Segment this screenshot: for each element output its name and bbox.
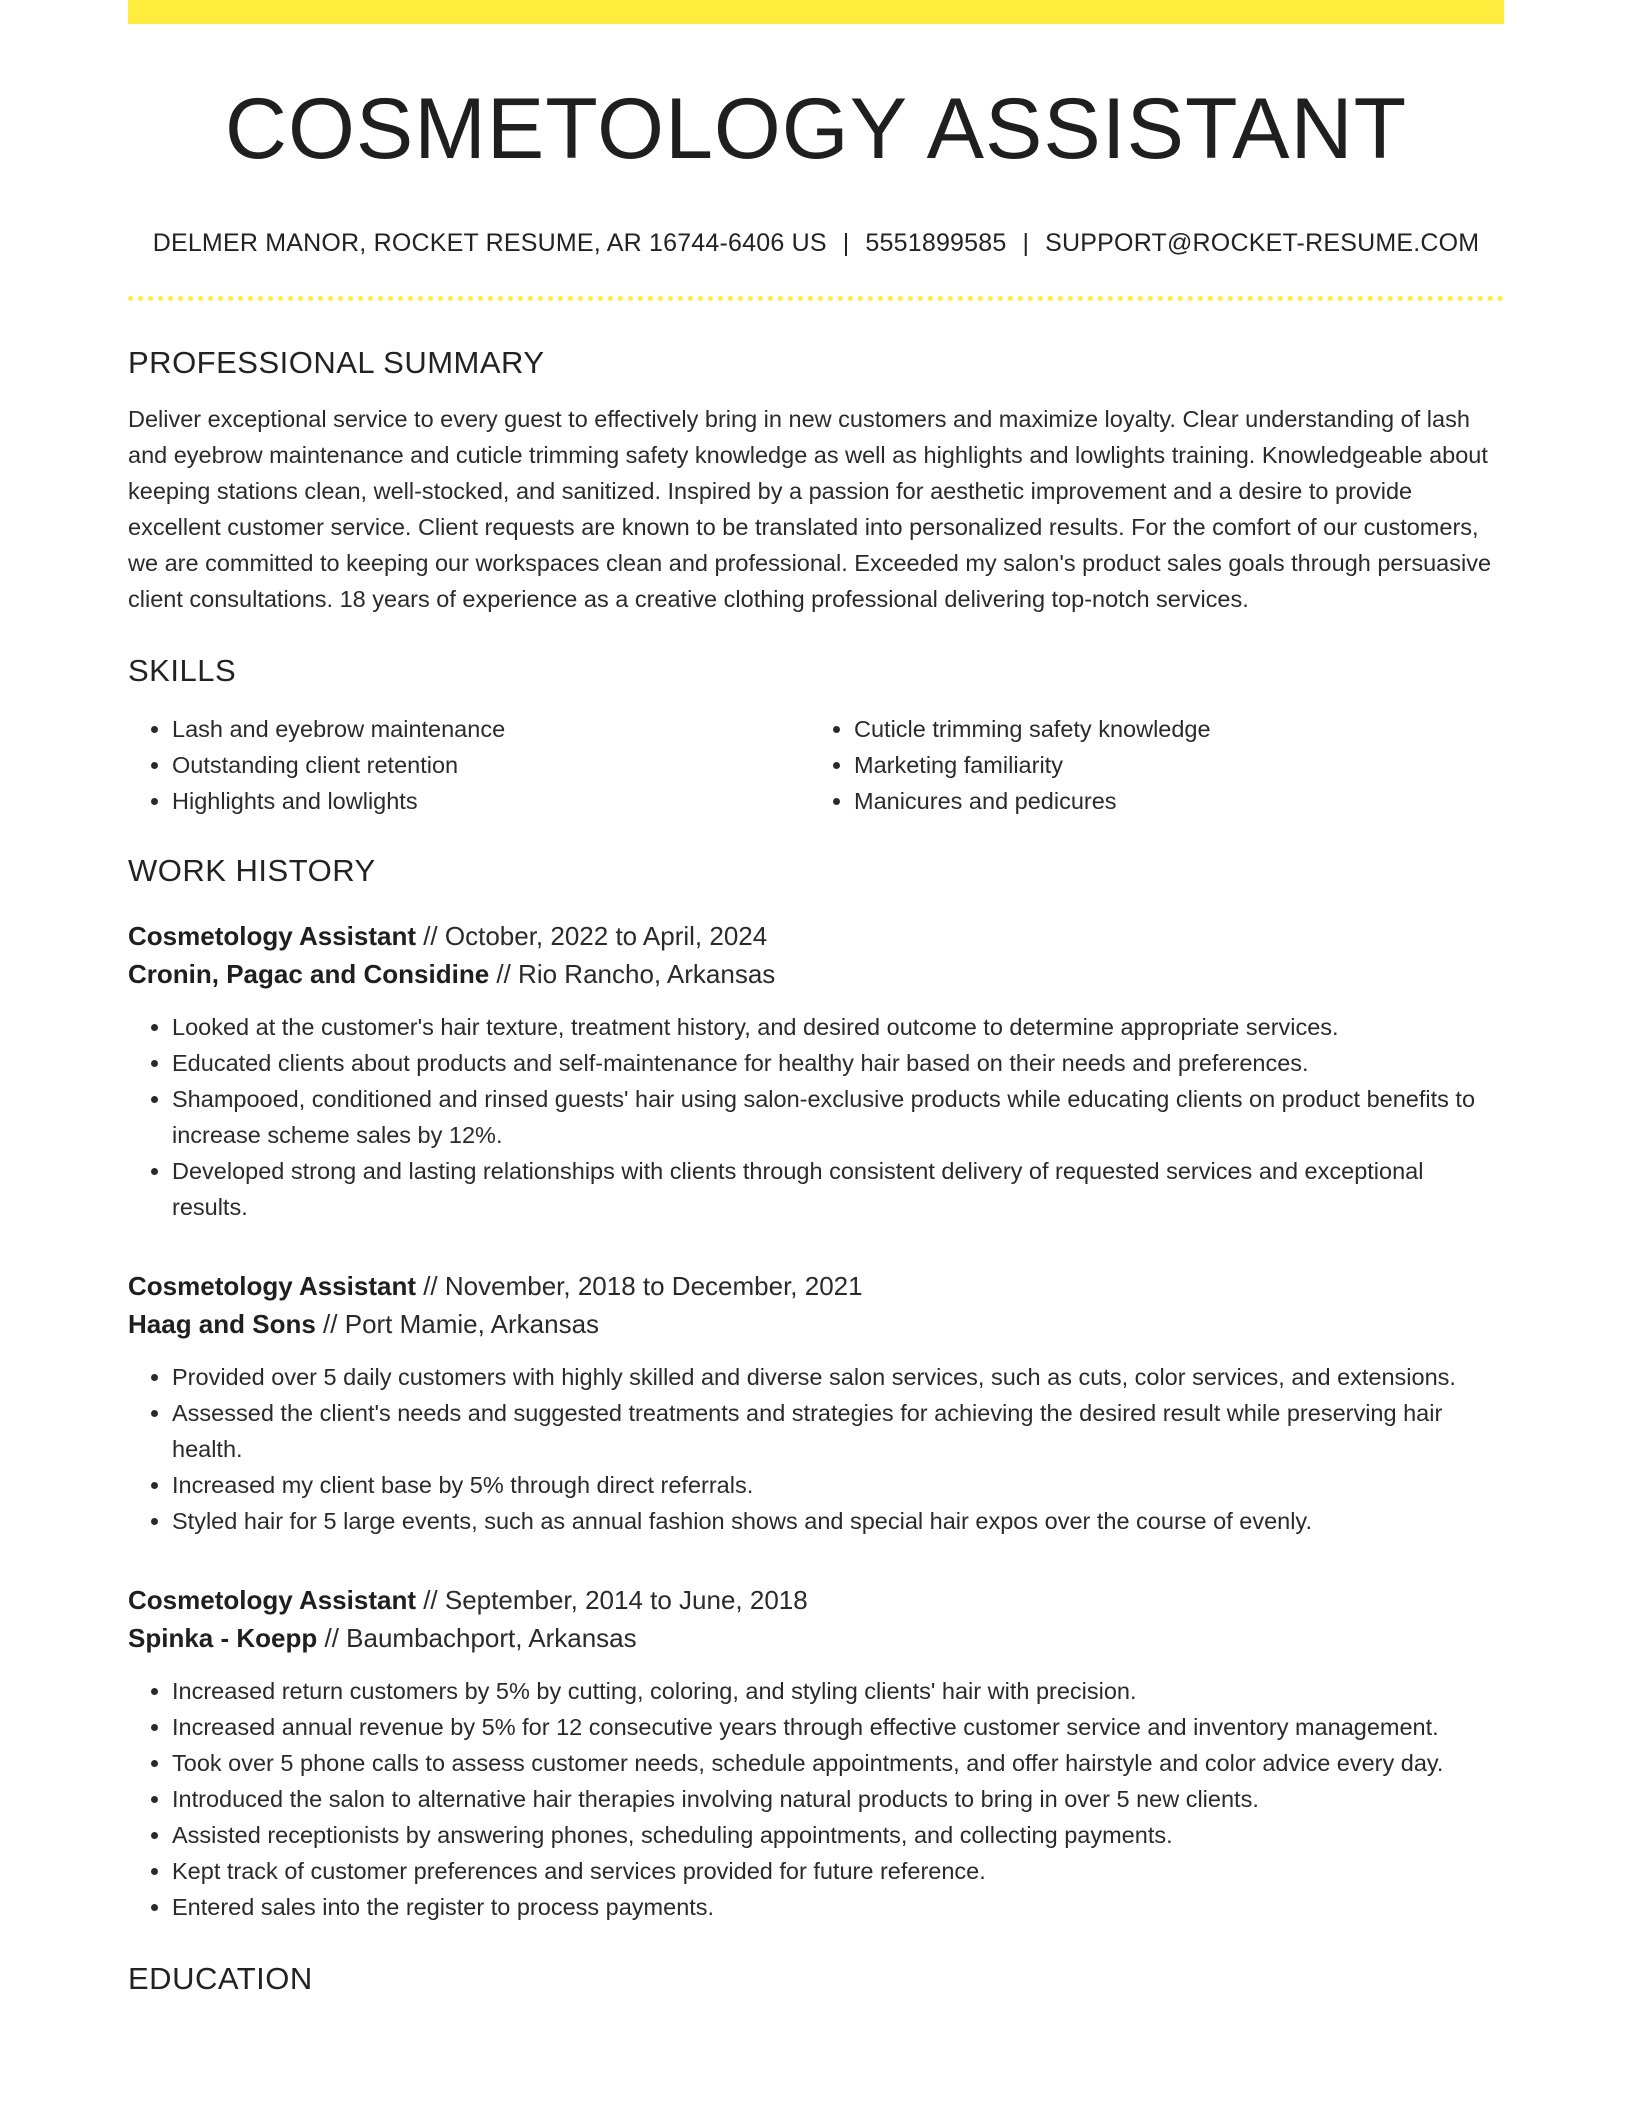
job-bullet: • Took over 5 phone calls to assess customer needs, schedule appointments, and offer hairstyle and color advice every day. <box>172 1745 1504 1781</box>
job-entry <box>128 1581 1504 1925</box>
skills-heading: SKILLS <box>128 652 237 688</box>
job-bullet: • Kept track of customer preferences and services provided for future reference. <box>172 1853 1504 1889</box>
job-dates: // September, 2014 to June, 2018 <box>415 1584 808 1615</box>
skills-column-left <box>128 711 806 819</box>
accent-top-bar <box>128 0 1504 24</box>
job-location: // Port Mamie, Arkansas <box>315 1308 600 1339</box>
job-location: // Rio Rancho, Arkansas <box>489 958 776 989</box>
skill-item: • Marketing familiarity <box>854 747 1488 783</box>
skill-item: • Manicures and pedicures <box>854 783 1488 819</box>
job-company: Spinka - Koepp <box>128 1622 318 1653</box>
contact-line <box>128 229 1504 258</box>
job-bullet: • Introduced the salon to alternative hair therapies involving natural products to bring in over 5 new clients. <box>172 1781 1504 1817</box>
job-dates: // November, 2018 to December, 2021 <box>415 1270 863 1301</box>
resume-page <box>128 0 1504 1997</box>
job-role-line <box>128 1267 1504 1305</box>
job-bullets <box>128 1673 1504 1925</box>
education-heading: EDUCATION <box>128 1960 313 1996</box>
skill-item: • Outstanding client retention <box>172 747 806 783</box>
job-company-line <box>128 955 1504 993</box>
job-entry <box>128 1267 1504 1539</box>
job-bullet: • Assisted receptionists by answering phones, scheduling appointments, and collecting payments. <box>172 1817 1504 1853</box>
job-company-line <box>128 1619 1504 1657</box>
job-bullet: • Increased return customers by 5% by cutting, coloring, and styling clients' hair with precision. <box>172 1673 1504 1709</box>
job-company-line <box>128 1305 1504 1343</box>
job-bullet: • Entered sales into the register to process payments. <box>172 1889 1504 1925</box>
contact-separator: | <box>1022 228 1030 257</box>
job-bullets <box>128 1359 1504 1539</box>
job-role-line <box>128 917 1504 955</box>
job-dates: // October, 2022 to April, 2024 <box>415 920 768 951</box>
job-role: Cosmetology Assistant <box>128 1270 416 1301</box>
job-entry <box>128 917 1504 1225</box>
skills-list <box>128 711 1504 819</box>
contact-separator: | <box>842 228 850 257</box>
job-bullet: • Provided over 5 daily customers with highly skilled and diverse salon services, such as cuts, color services, and extensions. <box>172 1359 1504 1395</box>
job-bullets <box>128 1009 1504 1225</box>
job-company: Haag and Sons <box>128 1308 316 1339</box>
skill-item: • Lash and eyebrow maintenance <box>172 711 806 747</box>
job-company: Cronin, Pagac and Considine <box>128 958 490 989</box>
contact-phone: 5551899585 <box>865 228 1007 257</box>
candidate-title: COSMETOLOGY ASSISTANT <box>224 81 1408 177</box>
job-bullet: • Styled hair for 5 large events, such as annual fashion shows and special hair expos over the course of evenly. <box>172 1503 1504 1539</box>
skill-item: • Cuticle trimming safety knowledge <box>854 711 1488 747</box>
dotted-divider <box>128 296 1504 301</box>
contact-email: SUPPORT@ROCKET-RESUME.COM <box>1045 228 1480 257</box>
job-bullet: • Developed strong and lasting relationships with clients through consistent delivery of requested services and exceptional results. <box>172 1153 1504 1225</box>
summary-text: Deliver exceptional service to every guest to effectively bring in new customers and maximize loyalty. Clear understanding of lash and eyebrow maintenance and cuticle trimming safety knowledge as well as highlights and lowlights training. Knowledgeable about keeping stations clean, well-stocked, and sanitized. Inspired by a passion for aesthetic improvement and a desire to provide excellent customer service. Client requests are known to be translated into personalized results. For the comfort of our customers, we are committed to keeping our workspaces clean and professional. Exceeded my salon's product sales goals through persuasive client consultations. 18 years of experience as a creative clothing professional delivering top-notch services. <box>128 405 1492 612</box>
job-location: // Baumbachport, Arkansas <box>317 1622 637 1653</box>
job-bullet: • Educated clients about products and self-maintenance for healthy hair based on their needs and preferences. <box>172 1045 1504 1081</box>
job-bullet: • Assessed the client's needs and suggested treatments and strategies for achieving the desired result while preserving hair health. <box>172 1395 1504 1467</box>
job-bullet: • Looked at the customer's hair texture, treatment history, and desired outcome to determine appropriate services. <box>172 1009 1504 1045</box>
skills-column-right <box>806 711 1488 819</box>
job-bullet: • Increased my client base by 5% through direct referrals. <box>172 1467 1504 1503</box>
job-role-line <box>128 1581 1504 1619</box>
summary-heading: PROFESSIONAL SUMMARY <box>128 344 545 380</box>
skill-item: • Highlights and lowlights <box>172 783 806 819</box>
contact-address: DELMER MANOR, ROCKET RESUME, AR 16744-6406 US <box>152 228 827 257</box>
job-bullet: • Increased annual revenue by 5% for 12 consecutive years through effective customer service and inventory management. <box>172 1709 1504 1745</box>
job-role: Cosmetology Assistant <box>128 1584 416 1615</box>
work-history-heading: WORK HISTORY <box>128 852 376 888</box>
job-bullet: • Shampooed, conditioned and rinsed guests' hair using salon-exclusive products while educating clients on product benefits to increase scheme sales by 12%. <box>172 1081 1504 1153</box>
job-role: Cosmetology Assistant <box>128 920 416 951</box>
